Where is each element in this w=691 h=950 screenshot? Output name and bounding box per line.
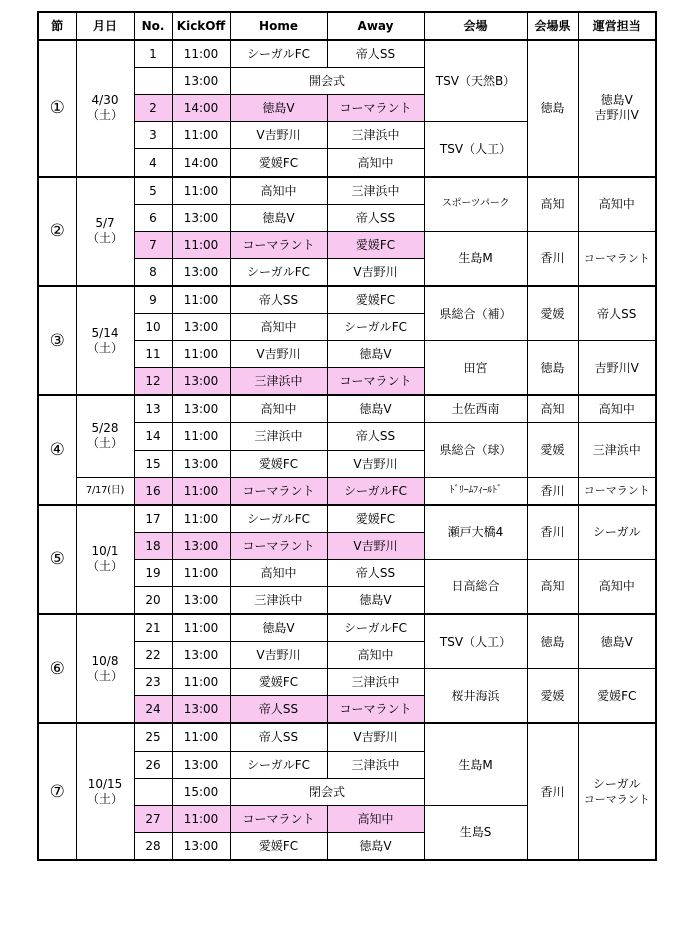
venue-cell: 土佐西南 <box>424 395 527 423</box>
home-team: V吉野川 <box>230 122 327 149</box>
home-team: 帝人SS <box>230 286 327 314</box>
match-no: 3 <box>134 122 172 149</box>
kickoff-time: 13:00 <box>172 450 230 477</box>
match-no: 9 <box>134 286 172 314</box>
manager-cell: 吉野川V <box>578 341 656 396</box>
venue-cell: TSV（人工） <box>424 122 527 177</box>
manager-cell: 高知中 <box>578 559 656 614</box>
date-text: 10/8 <box>91 653 119 668</box>
prefecture-cell: 高知 <box>527 177 578 232</box>
day-text: （土） <box>86 791 123 806</box>
match-no: 2 <box>134 95 172 122</box>
kickoff-time: 11:00 <box>172 723 230 751</box>
match-no: 18 <box>134 532 172 559</box>
day-text: （土） <box>86 231 123 246</box>
round-cell: ② <box>38 177 76 286</box>
match-no: 10 <box>134 314 172 341</box>
venue-cell: 県総合（補） <box>424 286 527 341</box>
home-team: 三津浜中 <box>230 368 327 396</box>
kickoff-time: 13:00 <box>172 586 230 614</box>
ceremony-label: 閉会式 <box>230 778 424 805</box>
day-text: （土） <box>86 108 123 123</box>
venue-cell: ﾄﾞﾘｰﾑﾌｨｰﾙﾄﾞ <box>424 477 527 505</box>
manager-cell: コーマラント <box>578 477 656 505</box>
away-team: シーガルFC <box>327 314 424 341</box>
date-text: 5/28 <box>91 421 119 436</box>
venue-cell: スポーツパーク <box>424 177 527 232</box>
match-no: 17 <box>134 505 172 533</box>
away-team: 帝人SS <box>327 40 424 68</box>
away-team: 徳島V <box>327 586 424 614</box>
kickoff-time: 14:00 <box>172 95 230 122</box>
home-team: V吉野川 <box>230 341 327 368</box>
extra-date-cell: 7/17(日) <box>76 477 134 505</box>
away-team: V吉野川 <box>327 532 424 559</box>
match-no: 8 <box>134 258 172 286</box>
prefecture-cell: 高知 <box>527 559 578 614</box>
manager-line: コーマラント <box>583 792 650 806</box>
match-no: 11 <box>134 341 172 368</box>
manager-cell: コーマラント <box>578 231 656 286</box>
venue-cell: 日高総合 <box>424 559 527 614</box>
away-team: コーマラント <box>327 368 424 396</box>
home-team: シーガルFC <box>230 40 327 68</box>
home-team: コーマラント <box>230 231 327 258</box>
kickoff-time: 14:00 <box>172 149 230 177</box>
table-row <box>38 505 656 533</box>
home-team: 高知中 <box>230 314 327 341</box>
match-no: 20 <box>134 586 172 614</box>
home-team: 高知中 <box>230 559 327 586</box>
home-team: 三津浜中 <box>230 586 327 614</box>
away-team: 愛媛FC <box>327 505 424 533</box>
match-no: 24 <box>134 696 172 724</box>
day-text: （土） <box>86 436 123 451</box>
round-cell: ⑥ <box>38 614 76 723</box>
header-away: Away <box>327 12 424 40</box>
prefecture-cell: 香川 <box>527 723 578 859</box>
date-text: 4/30 <box>91 93 119 108</box>
home-team: シーガルFC <box>230 751 327 778</box>
table-row <box>38 395 656 423</box>
away-team: 高知中 <box>327 642 424 669</box>
home-team: 愛媛FC <box>230 450 327 477</box>
header-row <box>38 12 656 40</box>
table-row <box>38 477 656 505</box>
round-cell: ④ <box>38 395 76 504</box>
match-no: 15 <box>134 450 172 477</box>
header-venue: 会場 <box>424 12 527 40</box>
prefecture-cell: 徳島 <box>527 614 578 669</box>
date-cell <box>76 723 134 859</box>
date-cell <box>76 286 134 395</box>
match-no: 7 <box>134 231 172 258</box>
match-no: 5 <box>134 177 172 205</box>
date-cell <box>76 40 134 176</box>
prefecture-cell: 愛媛 <box>527 423 578 477</box>
day-text: （土） <box>86 340 123 355</box>
prefecture-cell: 愛媛 <box>527 286 578 341</box>
manager-cell: 高知中 <box>578 177 656 232</box>
home-team: 帝人SS <box>230 696 327 724</box>
kickoff-time: 13:00 <box>172 368 230 396</box>
away-team: 高知中 <box>327 805 424 832</box>
match-no <box>134 68 172 95</box>
table-row <box>38 177 656 205</box>
match-no: 1 <box>134 40 172 68</box>
round-cell: ③ <box>38 286 76 395</box>
home-team: 徳島V <box>230 204 327 231</box>
home-team: コーマラント <box>230 477 327 505</box>
away-team: V吉野川 <box>327 450 424 477</box>
prefecture-cell: 高知 <box>527 395 578 423</box>
away-team: 三津浜中 <box>327 122 424 149</box>
away-team: 高知中 <box>327 149 424 177</box>
match-no: 25 <box>134 723 172 751</box>
away-team: 帝人SS <box>327 204 424 231</box>
match-no: 23 <box>134 669 172 696</box>
kickoff-time: 13:00 <box>172 204 230 231</box>
away-team: コーマラント <box>327 696 424 724</box>
home-team: 徳島V <box>230 95 327 122</box>
venue-cell: 生島M <box>424 723 527 805</box>
home-team: シーガルFC <box>230 505 327 533</box>
kickoff-time: 13:00 <box>172 832 230 860</box>
away-team: コーマラント <box>327 95 424 122</box>
kickoff-time: 11:00 <box>172 177 230 205</box>
home-team: V吉野川 <box>230 642 327 669</box>
away-team: 徳島V <box>327 341 424 368</box>
match-no: 22 <box>134 642 172 669</box>
header-kickoff: KickOff <box>172 12 230 40</box>
round-cell: ⑤ <box>38 505 76 614</box>
manager-cell: 高知中 <box>578 395 656 423</box>
round-cell: ① <box>38 40 76 176</box>
date-cell <box>76 614 134 723</box>
home-team: 愛媛FC <box>230 149 327 177</box>
match-no: 26 <box>134 751 172 778</box>
away-team: 三津浜中 <box>327 177 424 205</box>
manager-line: シーガル <box>592 776 641 791</box>
match-no: 28 <box>134 832 172 860</box>
match-no: 4 <box>134 149 172 177</box>
home-team: 帝人SS <box>230 723 327 751</box>
manager-cell <box>578 723 656 859</box>
kickoff-time: 11:00 <box>172 122 230 149</box>
header-manager: 運営担当 <box>578 12 656 40</box>
home-team: コーマラント <box>230 805 327 832</box>
match-no <box>134 778 172 805</box>
match-no: 27 <box>134 805 172 832</box>
day-text: （土） <box>86 668 123 683</box>
kickoff-time: 11:00 <box>172 505 230 533</box>
kickoff-time: 13:00 <box>172 751 230 778</box>
away-team: 徳島V <box>327 832 424 860</box>
home-team: 三津浜中 <box>230 423 327 450</box>
kickoff-time: 13:00 <box>172 314 230 341</box>
match-no: 16 <box>134 477 172 505</box>
kickoff-time: 11:00 <box>172 40 230 68</box>
match-no: 14 <box>134 423 172 450</box>
date-cell <box>76 395 134 477</box>
away-team: 三津浜中 <box>327 669 424 696</box>
kickoff-time: 11:00 <box>172 669 230 696</box>
match-no: 6 <box>134 204 172 231</box>
match-no: 21 <box>134 614 172 642</box>
table-row <box>38 40 656 68</box>
kickoff-time: 13:00 <box>172 642 230 669</box>
header-no: No. <box>134 12 172 40</box>
venue-cell: 瀬戸大橋4 <box>424 505 527 560</box>
away-team: 帝人SS <box>327 423 424 450</box>
match-no: 19 <box>134 559 172 586</box>
kickoff-time: 11:00 <box>172 559 230 586</box>
date-text: 5/7 <box>95 216 115 231</box>
match-no: 12 <box>134 368 172 396</box>
table-row <box>38 614 656 642</box>
prefecture-cell: 徳島 <box>527 40 578 176</box>
manager-cell: 徳島V <box>578 614 656 669</box>
away-team: シーガルFC <box>327 477 424 505</box>
day-text: （土） <box>86 559 123 574</box>
match-no: 13 <box>134 395 172 423</box>
kickoff-time: 11:00 <box>172 423 230 450</box>
date-cell <box>76 177 134 286</box>
home-team: シーガルFC <box>230 258 327 286</box>
header-round: 節 <box>38 12 76 40</box>
away-team: 帝人SS <box>327 559 424 586</box>
venue-cell: 生島S <box>424 805 527 860</box>
away-team: V吉野川 <box>327 258 424 286</box>
venue-cell: TSV（人工） <box>424 614 527 669</box>
table-row <box>38 723 656 751</box>
table-row <box>38 286 656 314</box>
kickoff-time: 15:00 <box>172 778 230 805</box>
manager-line: 徳島V <box>600 93 633 108</box>
away-team: シーガルFC <box>327 614 424 642</box>
venue-cell: 桜井海浜 <box>424 669 527 724</box>
away-team: 徳島V <box>327 395 424 423</box>
date-text: 10/1 <box>91 544 119 559</box>
manager-cell <box>578 40 656 176</box>
away-team: 三津浜中 <box>327 751 424 778</box>
kickoff-time: 11:00 <box>172 477 230 505</box>
kickoff-time: 13:00 <box>172 532 230 559</box>
manager-line: 吉野川V <box>594 108 639 123</box>
round-cell: ⑦ <box>38 723 76 859</box>
date-text: 5/14 <box>91 325 119 340</box>
prefecture-cell: 愛媛 <box>527 669 578 724</box>
kickoff-time: 11:00 <box>172 341 230 368</box>
away-team: 愛媛FC <box>327 286 424 314</box>
date-cell <box>76 505 134 614</box>
ceremony-label: 開会式 <box>230 68 424 95</box>
venue-cell: 生島M <box>424 231 527 286</box>
kickoff-time: 11:00 <box>172 286 230 314</box>
manager-cell: シーガル <box>578 505 656 560</box>
venue-cell: 県総合（球） <box>424 423 527 477</box>
prefecture-cell: 香川 <box>527 477 578 505</box>
match-schedule-table <box>37 11 657 861</box>
kickoff-time: 11:00 <box>172 805 230 832</box>
kickoff-time: 13:00 <box>172 395 230 423</box>
venue-cell: 田宮 <box>424 341 527 396</box>
prefecture-cell: 香川 <box>527 231 578 286</box>
home-team: コーマラント <box>230 532 327 559</box>
home-team: 徳島V <box>230 614 327 642</box>
away-team: 愛媛FC <box>327 231 424 258</box>
home-team: 愛媛FC <box>230 832 327 860</box>
manager-cell: 帝人SS <box>578 286 656 341</box>
manager-cell: 三津浜中 <box>578 423 656 477</box>
kickoff-time: 11:00 <box>172 231 230 258</box>
kickoff-time: 13:00 <box>172 258 230 286</box>
kickoff-time: 13:00 <box>172 68 230 95</box>
home-team: 高知中 <box>230 177 327 205</box>
kickoff-time: 13:00 <box>172 696 230 724</box>
header-home: Home <box>230 12 327 40</box>
home-team: 愛媛FC <box>230 669 327 696</box>
home-team: 高知中 <box>230 395 327 423</box>
manager-cell: 愛媛FC <box>578 669 656 724</box>
away-team: V吉野川 <box>327 723 424 751</box>
date-text: 10/15 <box>87 776 123 791</box>
prefecture-cell: 徳島 <box>527 341 578 396</box>
venue-cell: TSV（天然B） <box>424 40 527 122</box>
kickoff-time: 11:00 <box>172 614 230 642</box>
prefecture-cell: 香川 <box>527 505 578 560</box>
header-prefecture: 会場県 <box>527 12 578 40</box>
header-date: 月日 <box>76 12 134 40</box>
